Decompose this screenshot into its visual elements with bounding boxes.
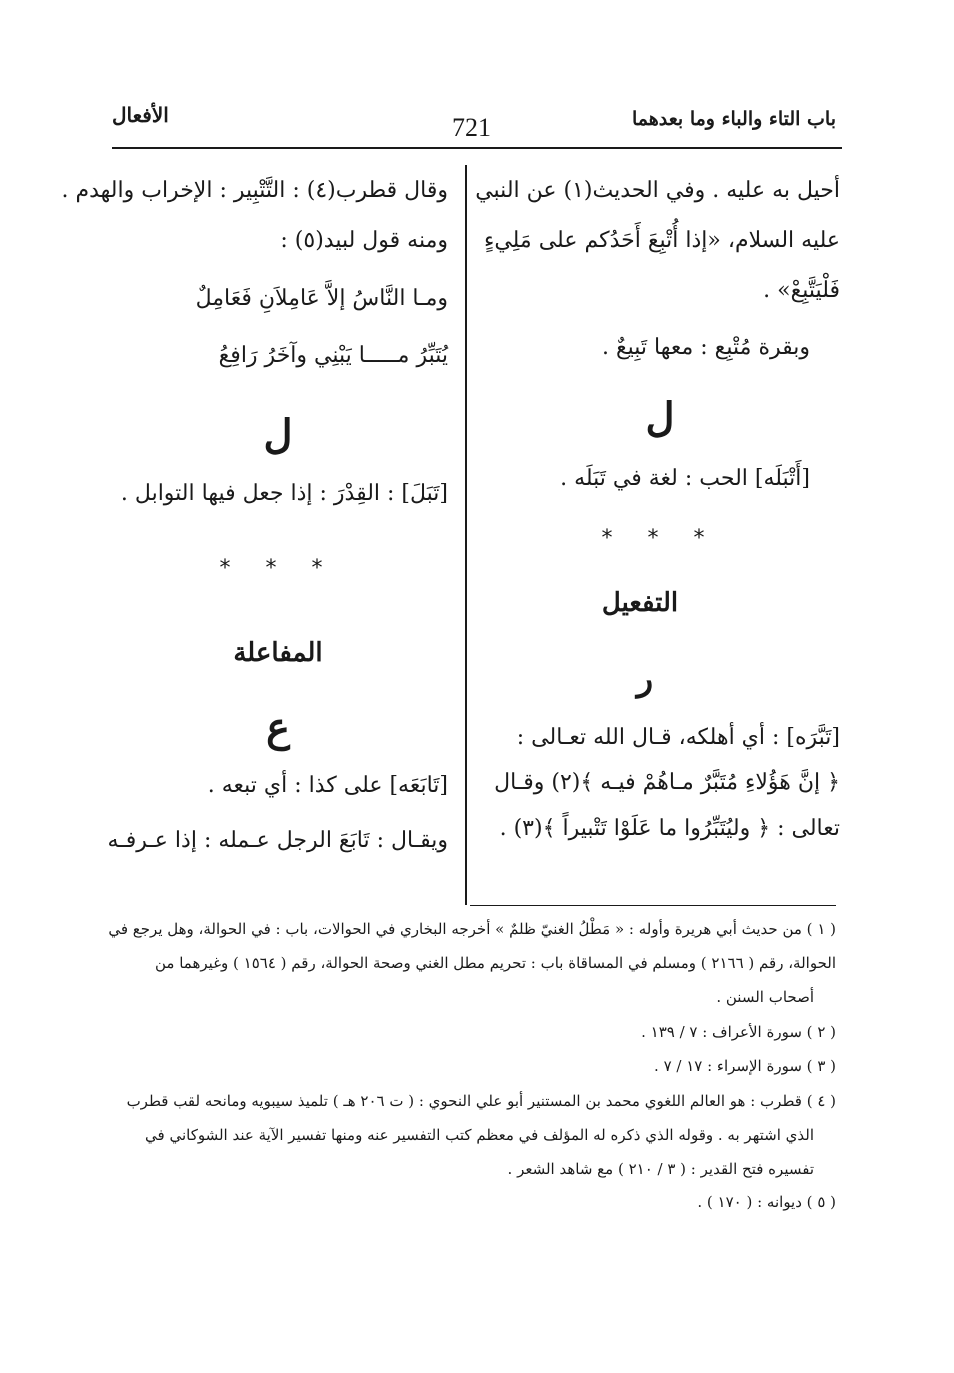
entry-tabbarahu-1: [تَبَّرَه] : أي أهلكه، قـال الله تعـالى : [516,725,840,750]
running-head-chapter: باب التاء والباء وما بعدهما [631,108,836,130]
right-line-1: أحيل به عليه . وفي الحديث(١) عن النبي [475,178,840,203]
right-line-4: وبقرة مُتْبِع : معها تَبِيعٌ . [601,335,810,360]
letter-heading-ra: ر [636,659,654,699]
entry-atbalah: [أَتْبَلَه] الحب : لغة في تَبَلَه . [560,466,810,491]
running-head-section: الأفعال [112,103,169,127]
section-separator-stars-left: * * * [219,556,337,581]
footnote-4b: الذي اشتهر به . وقوله الذي ذكره له المؤلف في معظم كتب التفسير عنه ومنها تفسير الآية عند الشوكاني في [145,1126,814,1144]
footnote-1b: الحوالة، رقم ( ٢١٦٦ ) ومسلم في المساقاة باب : تحريم مطل الغني وصحة الحوالة، رقم ( ١٥٦٤ ) وغيرهما من [155,954,836,972]
footnote-1a: ( ١ ) من حديث أبي هريرة وأوله : « مَطْلُ الغنيّ ظلمٌ » أخرجه البخاري في الحوالات، باب : في الحوالة، وهل يرجع في [108,920,836,938]
right-line-2: عليه السلام، «إذا أُتْبِعَ أَحَدُكم على مَلِيءٍ [483,228,840,253]
footnote-4a: ( ٤ ) قطرب : هو العالم اللغوي محمد بن المستنير أبو علي النحوي : ( ت ٢٠٦ هـ ) تلميذ سيبويه ومانحه لقب قطرب [126,1092,836,1110]
footnote-rule [470,905,836,906]
footnote-3: ( ٣ ) سورة الإسراء : ١٧ / ٧ . [654,1057,836,1075]
entry-tabaahu: [تَابَعَه] على كذا : أي تبعه . [207,773,448,798]
poem-verse-2: يُتَبِّرُ مـــــا يَبْنِي وآخَرُ رَافِعُ [218,343,448,368]
right-column [475,0,840,900]
letter-heading-lam: ل [645,394,675,441]
letter-heading-ain: ع [266,704,290,751]
letter-heading-lam-left: ل [263,411,293,458]
entry-tabaa-2: ويقـال : تَابَعَ الرجل عـمله : إذا عـرفـه [107,828,448,853]
footnote-5: ( ٥ ) ديوانه : ( ١٧٠ ) . [697,1193,836,1211]
section-title-mufaala: المفاعلة [233,638,323,668]
footnote-2: ( ٢ ) سورة الأعراف : ٧ / ١٣٩ . [641,1023,836,1041]
left-line-1: وقال قطرب(٤) : التَّتْبِير : الإخراب والهدم . [61,178,448,203]
entry-tabala: [تَبَلَ] : القِدْرَ : إذا جعل فيها التوابل . [120,481,448,506]
entry-tabbarahu-3: تعالى : ﴿ وليُتَبِّرُوا ما عَلَوْا تَتْبيراً ﴾(٣) . [499,816,840,841]
poem-verse-1: ومـا النَّاسُ إلاَّ عَامِلاَنِ فَعَامِلٌ [195,286,448,311]
footnote-1c: أصحاب السنن . [716,988,814,1006]
footnote-4c: تفسيره فتح القدير : ( ٣ / ٢١٠ ) مع شاهد الشعر . [507,1160,814,1178]
section-separator-stars: * * * [601,526,719,551]
right-line-3: فَلْيَتَّبِعْ» . [763,278,840,303]
left-column [61,0,448,900]
column-divider [465,165,467,905]
left-line-2: ومنه قول لبيد(٥) : [280,228,448,253]
entry-tabbarahu-2: ﴿ إنَّ هَؤُلاءِ مُتَبَّرٌ مـاهُمْ فيـه ﴾(٢) وقـال [494,770,840,795]
section-title-tafil: التفعيل [601,588,679,618]
page-number: 721 [452,113,491,142]
